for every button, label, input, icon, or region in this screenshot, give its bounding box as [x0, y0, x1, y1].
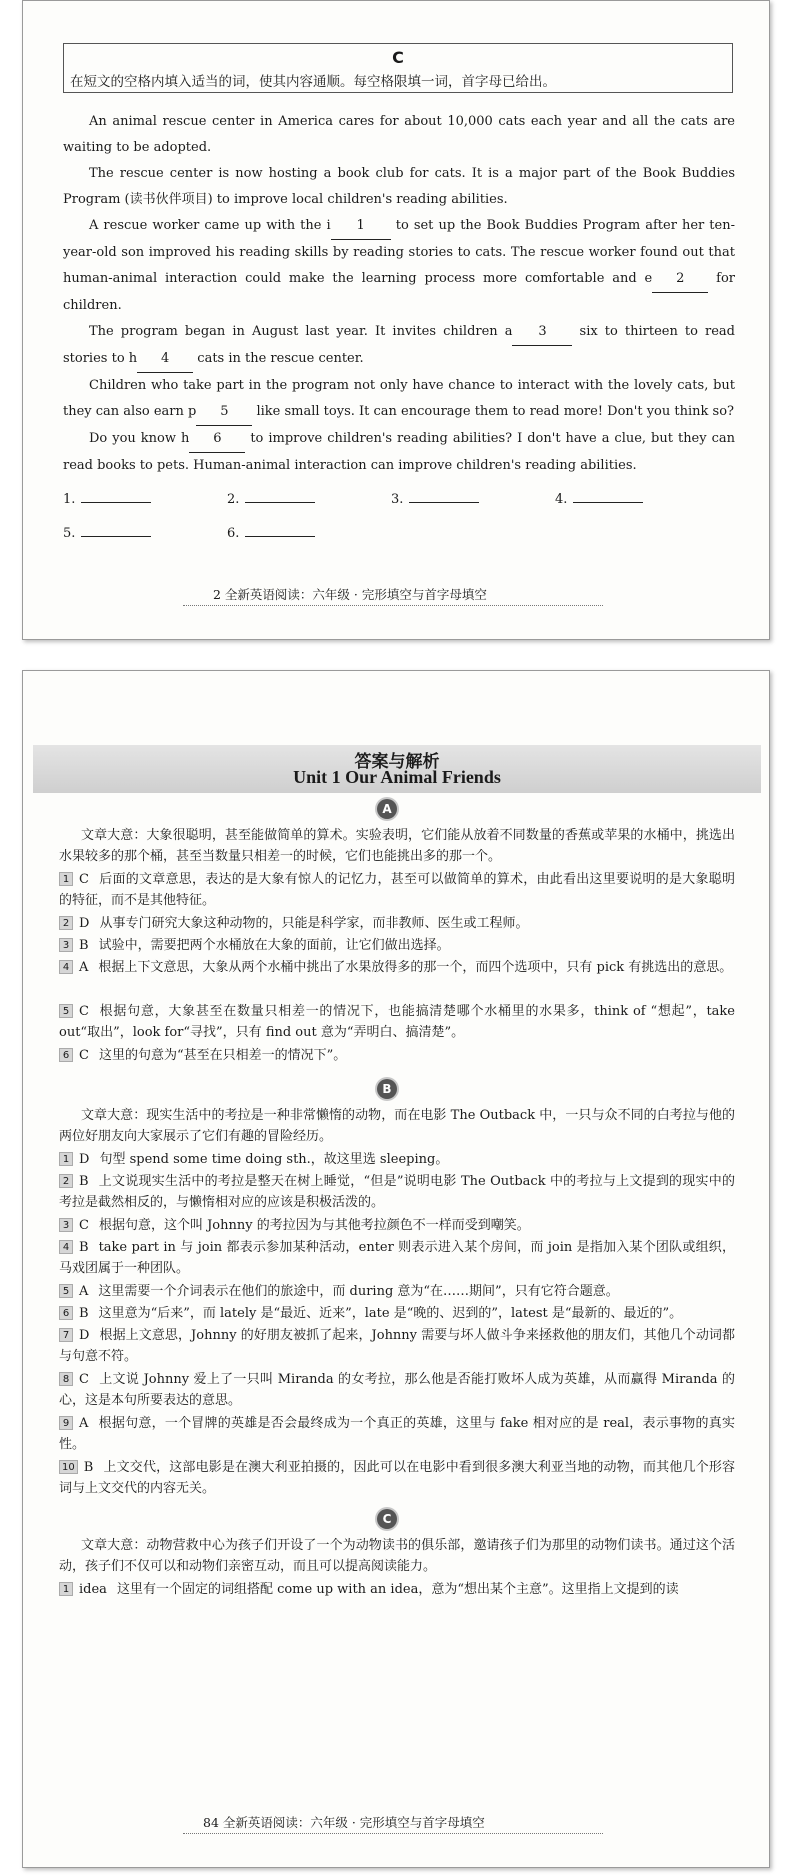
answer-line-5[interactable]: 5.: [63, 525, 151, 541]
passage-paragraph: An animal rescue center in America cares for about 10,000 cats each year and all the cats are waiting to be adopted.: [63, 114, 735, 155]
answer-item: 2 B 上文说现实生活中的考拉是整天在树上睡觉，“但是”说明电影 The Outback 中的考拉与上文提到的现实中的考拉是截然相反的，与懒惰相对应的应该是积极活泼的。: [59, 1174, 735, 1210]
blank-1: 1: [331, 213, 391, 240]
answer-item: 4 A 根据上下文意思，大象从两个水桶中挑出了水果放得多的那一个，而四个选项中，只有 pick 有挑选出的意思。: [59, 957, 735, 978]
section-badge-c: C: [377, 1509, 397, 1529]
blank-5: 5: [196, 399, 252, 426]
passage-paragraph: The rescue center is now hosting a book club for cats. It is a major part of the Book Buddies Program (读书伙伴项目) to improve local children's reading abilities.: [63, 166, 735, 207]
answer-item: 6 C 这里的句意为“甚至在只相差一的情况下”。: [59, 1045, 735, 1066]
answer-line-1[interactable]: 1.: [63, 491, 151, 507]
answer-line-4[interactable]: 4.: [555, 491, 643, 507]
summary-b: 文章大意：现实生活中的考拉是一种非常懒惰的动物，而在电影 The Outback 中，一只与众不同的白考拉与他的两位好朋友向大家展示了它们有趣的冒险经历。: [59, 1108, 735, 1144]
answer-banner: [33, 745, 761, 793]
answer-item: 5 A 这里需要一个介词表示在他们的旅途中，而 during 意为“在……期间”，只有它符合题意。: [59, 1281, 735, 1302]
answer-item: 4 B take part in 与 join 都表示参加某种活动，enter 则表示进入某个房间，而 join 是指加入某个团队或组织，马戏团属于一种团队。: [59, 1240, 735, 1276]
blank-2: 2: [652, 266, 708, 293]
answer-item: 8 C 上文说 Johnny 爱上了一只叫 Miranda 的女考拉，那么他是否能打败坏人成为英雄，从而赢得 Miranda 的心，这是本句所要表达的意思。: [59, 1372, 735, 1408]
summary-c: 文章大意：动物营救中心为孩子们开设了一个为动物读书的俱乐部，邀请孩子们为那里的动物们读书。通过这个活动，孩子们不仅可以和动物们亲密互动，而且可以提高阅读能力。: [59, 1538, 735, 1574]
section-header-box: [63, 43, 733, 93]
answer-item: 10 B 上文交代，这部电影是在澳大利亚拍摄的，因此可以在电影中看到很多澳大利亚当地的动物，而其他几个形容词与上文交代的内容无关。: [59, 1460, 735, 1496]
blank-3: 3: [512, 319, 572, 346]
passage-paragraph: A rescue worker came up with the i 1 to set up the Book Buddies Program after her ten-year-old son improved his reading skills by reading stories to cats. The rescue worker found out that human-animal interaction could make the learning process more comfortable and e 2 for children.: [63, 213, 735, 319]
answer-line-2[interactable]: 2.: [227, 491, 315, 507]
answer-item: 6 B 这里意为“后来”，而 lately 是“最近、近来”，late 是“晚的、迟到的”，latest 是“最新的、最近的”。: [59, 1303, 735, 1324]
section-letter: C: [392, 48, 404, 67]
answer-item: 3 B 试验中，需要把两个水桶放在大象的面前，让它们做出选择。: [59, 935, 735, 956]
answer-page: [22, 670, 770, 1868]
footer-rule: [183, 605, 603, 606]
answer-item: 7 D 根据上文意思，Johnny 的好朋友被抓了起来，Johnny 需要与坏人做斗争来拯救他的朋友们，其他几个动词都与句意不符。: [59, 1328, 735, 1364]
worksheet-page: [22, 0, 770, 640]
passage-paragraph: The program began in August last year. It invites children a 3 six to thirteen to read stories to h 4 cats in the rescue center.: [63, 319, 735, 373]
page-footer: 2 全新英语阅读：六年级 · 完形填空与首字母填空: [213, 587, 487, 602]
summary-a: 文章大意：大象很聪明，甚至能做简单的算术。实验表明，它们能从放着不同数量的香蕉或苹果的水桶中，挑选出水果较多的那个桶，甚至当数量只相差一的时候，它们也能挑出多的那一个。: [59, 828, 735, 864]
answer-item: 1 C 后面的文章意思，表达的是大象有惊人的记忆力，甚至可以做简单的算术，由此看出这里要说明的是大象聪明的特征，而不是其他特征。: [59, 872, 735, 908]
answer-item: 9 A 根据句意，一个冒牌的英雄是否会最终成为一个真正的英雄，这里与 fake 相对应的是 real，表示事物的真实性。: [59, 1416, 735, 1452]
answer-item: 1 idea 这里有一个固定的词组搭配 come up with an idea，意为“想出某个主意”。这里指上文提到的读: [59, 1579, 735, 1600]
blank-4: 4: [137, 346, 193, 373]
answer-item: 2 D 从事专门研究大象这种动物的，只能是科学家，而非教师、医生或工程师。: [59, 913, 735, 934]
page-footer: 84 全新英语阅读：六年级 · 完形填空与首字母填空: [203, 1815, 485, 1830]
passage-paragraph: Do you know h 6 to improve children's reading abilities? I don't have a clue, but they can read books to pets. Human-animal interaction can improve children's reading abilities.: [63, 426, 735, 479]
banner-title: 答案与解析: [354, 752, 440, 772]
answer-item: 1 D 句型 spend some time doing sth.，故这里选 sleeping。: [59, 1149, 735, 1170]
answer-item: 3 C 根据句意，这个叫 Johnny 的考拉因为与其他考拉颜色不一样而受到嘲笑。: [59, 1215, 735, 1236]
unit-title: Unit 1 Our Animal Friends: [293, 767, 501, 787]
passage: [63, 109, 735, 479]
section-badge-a: A: [377, 799, 397, 819]
answer-line-3[interactable]: 3.: [391, 491, 479, 507]
answer-line-6[interactable]: 6.: [227, 525, 315, 541]
passage-paragraph: Children who take part in the program not only have chance to interact with the lovely cats, but they can also earn p 5 like small toys. It can encourage them to read more! Don't you think so?: [63, 373, 735, 426]
answer-item: 5 C 根据句意，大象甚至在数量只相差一的情况下，也能搞清楚哪个水桶里的水果多，think of “想起”，take out“取出”，look for“寻找”，只有 find out 意为“弄明白、搞清楚”。: [59, 1004, 735, 1040]
footer-rule: [183, 1833, 603, 1834]
section-badge-b: B: [377, 1079, 397, 1099]
blank-6: 6: [189, 426, 245, 453]
section-instruction: 在短文的空格内填入适当的词，使其内容通顺。每空格限填一词，首字母已给出。: [70, 74, 556, 90]
